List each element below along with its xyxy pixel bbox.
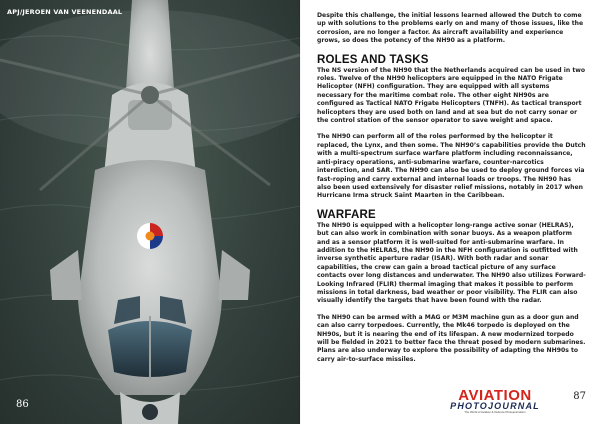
right-page: [300, 0, 600, 424]
warfare-paragraph-2: The NH90 can be armed with a MAG or M3M machine gun as a door gun and can also carry torpedoes. Currently, the Mk46 torpedo is deployed on the NH90s, but it is nearing the end of its lifespan. A new modernized torpedo will be fielded in 2021 to better face the threat posed by modern submarines. Plans are also underway to explore the possibility of adapting the NH90s to carry air-to-surface missiles.: [317, 313, 586, 363]
page-number-right: 87: [573, 391, 586, 402]
roles-paragraph-2: The NH90 can perform all of the roles performed by the helicopter it replaced, the Lynx, and then some. The NH90’s capabilities provide the Dutch with a multi-spectrum surface warfare platform including reconnaissance, anti-piracy operations, anti-submarine warfare, counter-narcotics interdiction, and SAR. The NH90 can also be used to deploy ground forces via fast-roping and carry external and internal loads or troops. The NH90 has also been used extensively for disaster relief missions, notably in 2017 when Hurricane Irma struck Saint Maarten in the Caribbean.: [317, 133, 586, 200]
logo-tagline: The World of Aviation & Defence Photojournalism: [464, 410, 526, 415]
logo-sub-text: PHOTOJOURNAL: [450, 401, 540, 412]
aviation-photojournal-logo: [435, 388, 555, 414]
warfare-paragraph-1: The NH90 is equipped with a helicopter long-range active sonar (HELRAS), but can also work in combination with sonar buoys. As a weapon platform and as a sensor platform it is well-suited for anti-submarine warfare. In addition to the HELRAS, the NH90 in the NFH configuration is outfitted with inverse synthetic aperture radar (ISAR). With both radar and sonar capabilities, the crew can gain a broad tactical picture of any surface contacts over long distances and underwater. The NH90 also utilizes Forward-Looking Infrared (FLIR) thermal imaging that makes it possible to perform missions in total darkness, bad weather or poor visibility. The FLIR can also visually identify the targets that have been found with the radar.: [317, 221, 586, 305]
photo-credit: APJ/JEROEN VAN VEENENDAAL: [7, 8, 123, 16]
section-heading-warfare: WARFARE: [317, 208, 376, 221]
intro-paragraph: Despite this challenge, the initial lessons learned allowed the Dutch to come up with solutions to the problems early on and many of those issues, like the corrosion, are no longer a factor. As aircraft availability and experience grows, so does the potency of the NH90 as a platform.: [317, 12, 584, 45]
logo-main-text: AVIATION: [458, 387, 532, 405]
page-number-left: 86: [16, 399, 29, 410]
section-heading-roles: ROLES AND TASKS: [317, 53, 429, 66]
roles-paragraph-1: The NS version of the NH90 that the Netherlands acquired can be used in two roles. Twelve of the NH90 helicopters are equipped in the NATO Frigate Helicopter (NFH) configuration. They are equipped with all systems necessary for the maritime combat role. The other eight NH90s are configured as Tactical NATO Frigate Helicopters (TNFH). As tactical transport helicopters they are used both on land and at sea but do not carry sonar or the control station of the sensor operator to save weight and space.: [317, 66, 586, 125]
page-footer: [300, 386, 600, 416]
